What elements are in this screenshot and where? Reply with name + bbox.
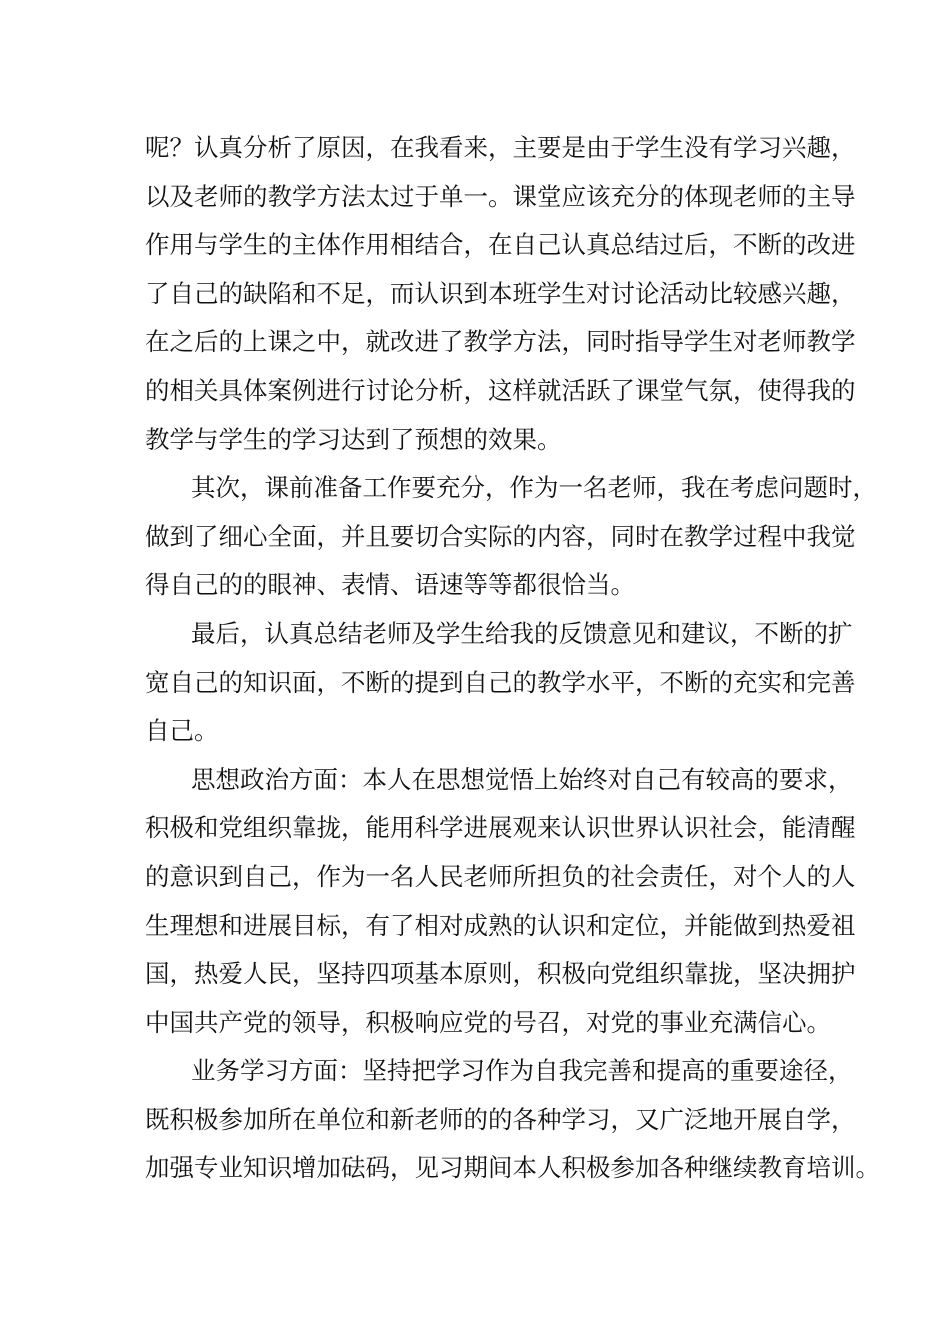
paragraph-start-line: 其次，课前准备工作要充分，作为一名老师，我在考虑问题时， — [191, 473, 877, 503]
text-line: 以及老师的教学方法太过于单一。课堂应该充分的体现老师的主导 — [145, 181, 856, 211]
paragraph-start-line: 思想政治方面：本人在思想觉悟上始终对自己有较高的要求， — [191, 764, 853, 794]
text-line: 宽自己的知识面，不断的提到自己的教学水平，不断的充实和完善 — [145, 667, 856, 697]
paragraph-start-line: 最后，认真总结老师及学生给我的反馈意见和建议，不断的扩 — [191, 618, 853, 648]
text-line: 国，热爱人民，坚持四项基本原则，积极向党组织靠拢，坚决拥护 — [145, 959, 856, 989]
text-line: 自己。 — [145, 716, 219, 746]
text-line: 作用与学生的主体作用相结合，在自己认真总结过后，不断的改进 — [145, 230, 856, 260]
text-line: 了自己的缺陷和不足，而认识到本班学生对讨论活动比较感兴趣， — [145, 278, 856, 308]
paragraph-start-line: 业务学习方面：坚持把学习作为自我完善和提高的重要途径， — [191, 1056, 853, 1086]
text-line: 的相关具体案例进行讨论分析，这样就活跃了课堂气氛，使得我的 — [145, 375, 856, 405]
text-line: 生理想和进展目标，有了相对成熟的认识和定位，并能做到热爱祖 — [145, 910, 856, 940]
text-line: 的意识到自己，作为一名人民老师所担负的社会责任，对个人的人 — [145, 861, 856, 891]
text-line: 积极和党组织靠拢，能用科学进展观来认识世界认识社会，能清醒 — [145, 813, 856, 843]
text-line: 中国共产党的领导，积极响应党的号召，对党的事业充满信心。 — [145, 1007, 831, 1037]
text-line: 在之后的上课之中，就改进了教学方法，同时指导学生对老师教学 — [145, 327, 856, 357]
body-text — [145, 124, 880, 1193]
text-line: 做到了细心全面，并且要切合实际的内容，同时在教学过程中我觉 — [145, 521, 856, 551]
text-line: 既积极参加所在单位和新老师的的各种学习，又广泛地开展自学， — [145, 1104, 856, 1134]
text-line: 教学与学生的学习达到了预想的效果。 — [145, 424, 562, 454]
text-line: 呢？认真分析了原因，在我看来，主要是由于学生没有学习兴趣， — [145, 133, 856, 162]
text-line: 得自己的的眼神、表情、语速等等都很恰当。 — [145, 570, 635, 600]
text-line: 加强专业知识增加砝码，见习期间本人积极参加各种继续教育培训。 — [145, 1153, 880, 1183]
